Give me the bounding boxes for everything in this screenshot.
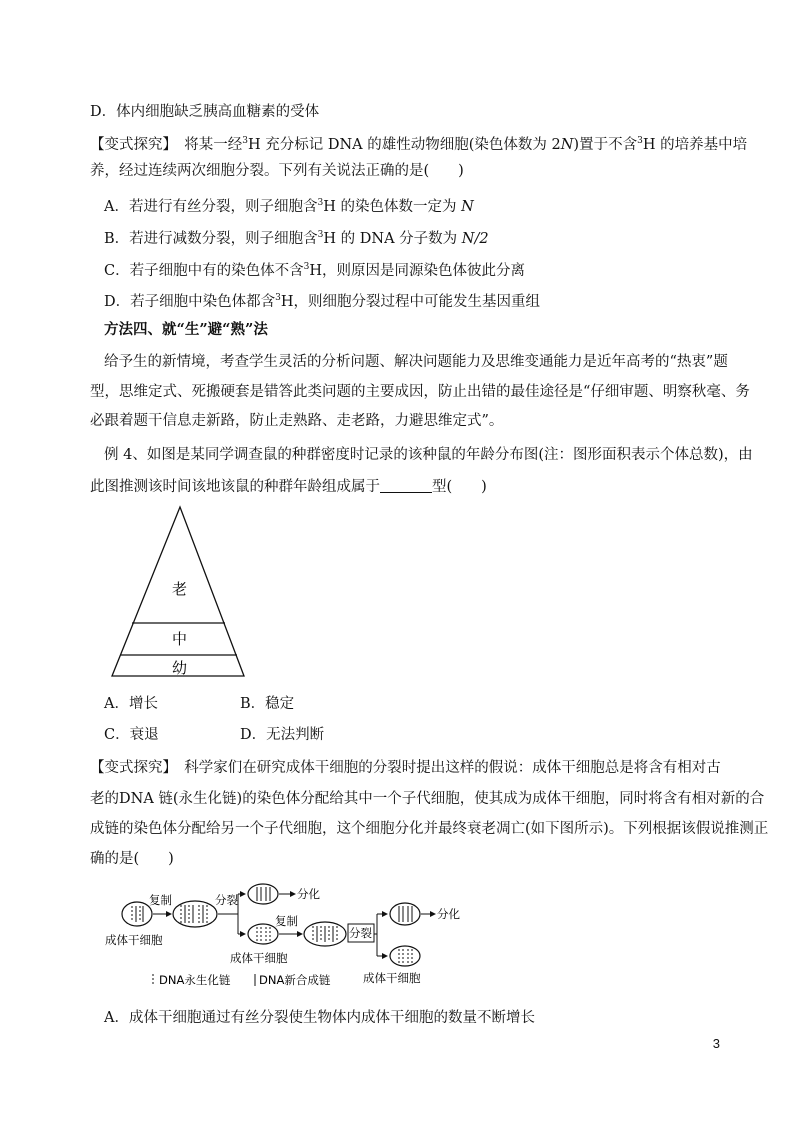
page-number: 3 bbox=[712, 1036, 720, 1051]
answer-c: C．衰退 bbox=[104, 727, 159, 743]
stem-cell-division-diagram bbox=[105, 882, 475, 992]
legend-immortal-strand: DNA永生化链 bbox=[159, 973, 231, 987]
option-c: C．若子细胞中有的染色体不含$^3$H，则原因是同源染色体彼此分离 bbox=[104, 262, 525, 279]
variant-question-2-line-1: 【变式探究】 科学家们在研究成体干细胞的分裂时提出这样的假说：成体干细胞总是将含有相对古 bbox=[90, 760, 721, 776]
option-b: B．若进行减数分裂，则子细胞含$^3$H 的 DNA 分子数为 N/2 bbox=[104, 230, 489, 247]
answer-b: B．稳定 bbox=[240, 696, 295, 712]
stem-cell-label-2: 成体干细胞 bbox=[230, 951, 288, 965]
example-4-line-2: 此图推测该时间该地该鼠的种群年龄组成属于 型( ) bbox=[90, 479, 487, 495]
differentiate-label-1: 分化 bbox=[297, 887, 320, 901]
split-label-2: 分裂 bbox=[349, 926, 372, 940]
variant-question-2-line-3: 成链的染色体分配给另一个子代细胞，这个细胞分化并最终衰老凋亡(如下图所示)。下列根据该假说推测正 bbox=[90, 821, 769, 837]
example-4-line-1: 例 4、如图是某同学调查鼠的种群密度时记录的该种鼠的年龄分布图(注：图形面积表示个体总数)，由 bbox=[104, 447, 753, 463]
option-d: D．若子细胞中染色体都含$^3$H，则细胞分裂过程中可能发生基因重组 bbox=[104, 293, 541, 310]
age-pyramid-figure bbox=[108, 505, 248, 680]
paragraph-line-1: 给予生的新情境，考查学生灵活的分析问题、解决问题能力及思维变通能力是近年高考的“热衷”题 bbox=[104, 354, 728, 370]
pyramid-label-old: 老 bbox=[172, 580, 188, 598]
copy-label-1: 复制 bbox=[149, 893, 172, 907]
option-d-prev: D．体内细胞缺乏胰高血糖素的受体 bbox=[90, 104, 320, 120]
variant-question-2-line-4: 确的是( ) bbox=[90, 851, 174, 867]
variant-question-1-cont: 养，经过连续两次细胞分裂。下列有关说法正确的是( ) bbox=[90, 163, 464, 179]
variant-question-1: 【变式探究】 将某一经$^3$H 充分标记 DNA 的雄性动物细胞(染色体数为 2N)置于不含$^3$H 的培养基中培 bbox=[90, 136, 748, 153]
legend-new-strand: DNA新合成链 bbox=[259, 973, 331, 987]
copy-label-2: 复制 bbox=[275, 914, 298, 928]
paragraph-line-2: 型，思维定式、死搬硬套是错答此类问题的主要成因，防止出错的最佳途径是“仔细审题、明察秋毫、务 bbox=[90, 384, 750, 400]
pyramid-label-young: 幼 bbox=[172, 659, 188, 677]
paragraph-line-3: 必跟着题干信息走新路，防止走熟路、走老路，力避思维定式”。 bbox=[90, 413, 504, 429]
method-heading: 方法四、就“生”避“熟”法 bbox=[104, 321, 268, 338]
variant-question-2-line-2: 老的DNA 链(永生化链)的染色体分配给其中一个子代细胞，使其成为成体干细胞，同时将含有相对新的合 bbox=[90, 791, 765, 807]
answer-blank bbox=[380, 478, 432, 493]
option-a: A．若进行有丝分裂，则子细胞含$^3$H 的染色体数一定为 N bbox=[104, 198, 474, 215]
stem-cell-label-1: 成体干细胞 bbox=[105, 933, 163, 947]
split-label-1: 分裂 bbox=[215, 893, 238, 907]
answer-d: D．无法判断 bbox=[240, 727, 325, 743]
answer-a: A．增长 bbox=[104, 696, 158, 712]
pyramid-label-middle: 中 bbox=[172, 630, 188, 648]
final-option-a: A．成体干细胞通过有丝分裂使生物体内成体干细胞的数量不断增长 bbox=[104, 1010, 535, 1026]
stem-cell-label-3: 成体干细胞 bbox=[363, 971, 421, 985]
differentiate-label-2: 分化 bbox=[437, 907, 460, 921]
